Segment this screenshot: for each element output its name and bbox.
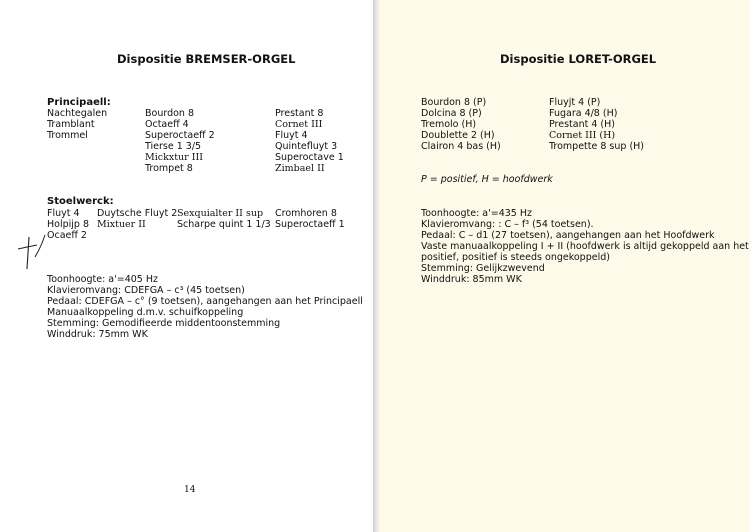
spec-line: Stemming: Gelijkzwevend xyxy=(421,263,545,274)
stop-item: Nachtegalen xyxy=(47,108,108,119)
stop-item: Dolcina 8 (P) xyxy=(421,108,482,119)
stop-item: Cromhoren 8 xyxy=(275,208,337,219)
stop-item: Superoctaeff 1 xyxy=(275,219,345,230)
left-page xyxy=(0,0,373,532)
loret-col1 xyxy=(421,97,501,152)
stop-item: Cornet III (H) xyxy=(549,130,616,141)
stop-item: Trommel xyxy=(47,130,88,141)
stoelwerck-heading: Stoelwerck: xyxy=(47,196,114,207)
loret-col2 xyxy=(549,97,644,152)
spec-line: Toonhoogte: a'=405 Hz xyxy=(47,274,158,285)
stoelwerck-col4 xyxy=(275,208,345,230)
stop-item: Fluyjt 4 (P) xyxy=(549,97,601,108)
stop-item: Mixtuer II xyxy=(97,219,146,230)
register-legend: P = positief, H = hoofdwerk xyxy=(421,174,553,185)
stop-item: Bourdon 8 (P) xyxy=(421,97,487,108)
bremser-specs xyxy=(47,274,363,340)
page-number: 14 xyxy=(184,485,196,495)
bremser-title: Dispositie BREMSER-ORGEL xyxy=(117,52,296,66)
stop-item: Zimbael II xyxy=(275,163,325,174)
spec-line: Toonhoogte: a'=435 Hz xyxy=(421,208,532,219)
stop-item: Fluyt 4 xyxy=(47,208,80,219)
stop-item: Prestant 4 (H) xyxy=(549,119,615,130)
handwritten-cross-mark xyxy=(15,233,55,273)
stop-item: Fugara 4/8 (H) xyxy=(549,108,618,119)
stoelwerck-col2 xyxy=(97,208,177,230)
spec-line: Manuaalkoppeling d.m.v. schuifkoppeling xyxy=(47,307,244,318)
stop-item: Ocaeff 2 xyxy=(47,230,87,241)
stop-item: Trompette 8 sup (H) xyxy=(549,141,644,152)
stop-item: Quintefluyt 3 xyxy=(275,141,338,152)
spec-line: positief, positief is steeds ongekoppeld) xyxy=(421,252,610,263)
stop-item: Trompet 8 xyxy=(145,163,193,174)
loret-title: Dispositie LORET-ORGEL xyxy=(500,52,657,66)
stop-item: Tramblant xyxy=(47,119,95,130)
stop-item: Superoctave 1 xyxy=(275,152,344,163)
stoelwerck-col3 xyxy=(177,208,271,230)
spec-line: Klavieromvang: : C – f³ (54 toetsen). xyxy=(421,219,594,230)
stop-item: Holpijp 8 xyxy=(47,219,89,230)
stop-item: Tremolo (H) xyxy=(421,119,477,130)
stop-item: Clairon 4 bas (H) xyxy=(421,141,501,152)
spec-line: Vaste manuaalkoppeling I + II (hoofdwerk is altijd gekoppeld aan het xyxy=(421,241,749,252)
stop-item: Prestant 8 xyxy=(275,108,324,119)
principaell-col2 xyxy=(145,108,215,174)
spec-line: Winddruk: 85mm WK xyxy=(421,274,522,285)
stop-item: Cornet III xyxy=(275,119,323,130)
stop-item: Bourdon 8 xyxy=(145,108,195,119)
stop-item: Sexquialter II sup xyxy=(177,208,264,219)
right-page xyxy=(379,0,750,532)
principaell-heading: Principaell: xyxy=(47,97,111,108)
principaell-col3 xyxy=(275,108,344,174)
stop-item: Scharpe quint 1 1/3 xyxy=(177,219,271,230)
spec-line: Winddruk: 75mm WK xyxy=(47,329,148,340)
stop-item: Duytsche Fluyt 2 xyxy=(97,208,178,219)
spec-line: Stemming: Gemodifieerde middentoonstemming xyxy=(47,318,281,329)
stop-item: Tierse 1 3/5 xyxy=(145,141,202,152)
stop-item: Mickxtur III xyxy=(145,152,203,163)
stop-item: Superoctaeff 2 xyxy=(145,130,215,141)
spec-line: Klavieromvang: CDEFGA – c³ (45 toetsen) xyxy=(47,285,245,296)
spec-line: Pedaal: C – d1 (27 toetsen), aangehangen aan het Hoofdwerk xyxy=(421,230,715,241)
spec-line: Pedaal: CDEFGA – c° (9 toetsen), aangehangen aan het Principaell xyxy=(47,296,363,307)
loret-specs xyxy=(421,208,749,285)
stop-item: Doublette 2 (H) xyxy=(421,130,495,141)
stop-item: Octaeff 4 xyxy=(145,119,189,130)
principaell-col1 xyxy=(47,108,107,141)
stop-item: Fluyt 4 xyxy=(275,130,308,141)
